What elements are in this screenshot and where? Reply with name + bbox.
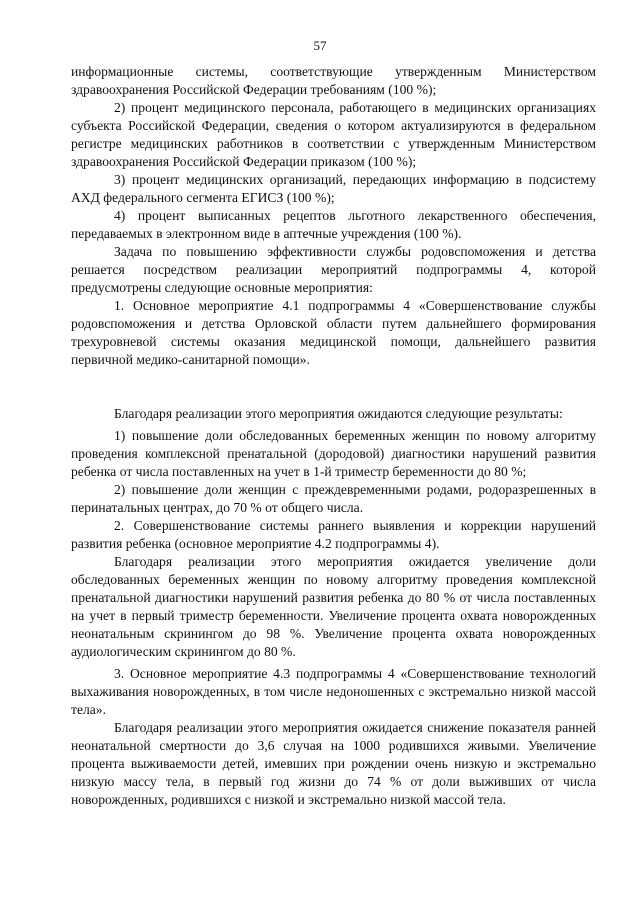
measure-4-1: 1. Основное мероприятие 4.1 подпрограммы 4 «Совершенствование службы родовспоможения и детства Орловской области путем дальнейшего формирования трехуровневой системы оказания медицинской помощи, дальнейшего развития первичной медико-санитарной помощи». <box>71 298 596 367</box>
result-item-2: 2) повышение доли женщин с преждевременными родами, родоразрешенных в перинатальных центрах, до 70 % от общего числа. <box>71 482 596 515</box>
paragraph-continuation: информационные системы, соответствующие утвержденным Министерством здравоохранения Российской Федерации требованиям (100 %); <box>71 64 596 97</box>
list-item-2: 2) процент медицинского персонала, работающего в медицинских организациях субъекта Российской Федерации, сведения о котором актуализируются в федеральном регистре медицинских работников в соответствии с утвержденным Министерством здравоохранения Российской Федерации приказом (100 %); <box>71 100 596 169</box>
paragraph-results-intro: Благодаря реализации этого мероприятия ожидаются следующие результаты: <box>114 406 563 421</box>
paragraph-measure-4-3-results: Благодаря реализации этого мероприятия ожидается снижение показателя ранней неонатальной смертности до 3,6 случая на 1000 родившихся живыми. Увеличение процента выживаемости детей, имевших при рождении очень низкую и экстремально низкую массу тела, в первый год жизни до 74 % от доли выживших от числа новорожденных, родившихся с низкой и экстремально низкой массой тела. <box>71 720 596 807</box>
paragraph-task: Задача по повышению эффективности службы родовспоможения и детства решается посредством реализации мероприятий подпрограммы 4, которой предусмотрены следующие основные мероприятия: <box>71 244 596 295</box>
paragraph-measure-4-2-results: Благодаря реализации этого мероприятия ожидается увеличение доли обследованных беременных женщин по новому алгоритму проведения комплексной пренатальной диагностики нарушений развития ребенка до 80 % от числа поставленных на учет в первый триместр беременности. Увеличение процента охвата новорожденных неонатальным скринингом до 98 %. Увеличение процента охвата новорожденных аудиологическим скринингом до 80 %. <box>71 554 596 659</box>
measure-4-2: 2. Совершенствование системы раннего выявления и коррекции нарушений развития ребенка (основное мероприятие 4.2 подпрограммы 4). <box>71 518 596 551</box>
document-body <box>71 63 596 809</box>
list-item-4: 4) процент выписанных рецептов льготного лекарственного обеспечения, передаваемых в электронном виде в аптечные учреждения (100 %). <box>71 208 596 241</box>
list-item-3: 3) процент медицинских организаций, передающих информацию в подсистему АХД федерального сегмента ЕГИСЗ (100 %); <box>71 172 596 205</box>
measure-4-3: 3. Основное мероприятие 4.3 подпрограммы 4 «Совершенствование технологий выхаживания новорожденных, в том числе недоношенных с экстремально низкой массой тела». <box>71 666 596 717</box>
result-item-1: 1) повышение доли обследованных беременных женщин по новому алгоритму проведения комплексной пренатальной (дородовой) диагностики нарушений развития ребенка от числа поставленных на учет в 1-й триместр беременности до 80 %; <box>71 428 596 479</box>
paragraph-gap <box>71 369 596 405</box>
page-number: 57 <box>313 38 327 53</box>
